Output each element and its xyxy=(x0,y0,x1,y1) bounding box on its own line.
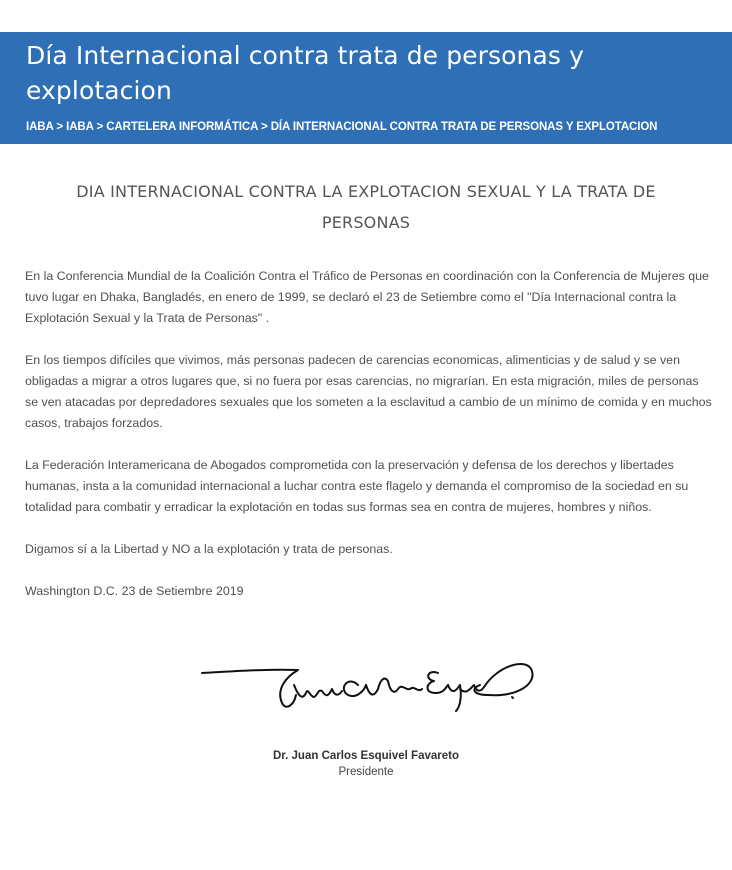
breadcrumb-item-iaba[interactable]: IABA xyxy=(26,121,54,133)
handwritten-signature xyxy=(198,645,538,725)
breadcrumb-item-current: DÍA INTERNACIONAL CONTRA TRATA DE PERSONAS Y EXPLOTACION xyxy=(270,121,658,133)
signer-role: Presidente xyxy=(338,766,394,778)
article-title: DIA INTERNACIONAL CONTRA LA EXPLOTACION SEXUAL Y LA TRATA DE PERSONAS xyxy=(76,182,656,232)
breadcrumb xyxy=(26,121,657,133)
signer-name: Dr. Juan Carlos Esquivel Favareto xyxy=(273,750,459,762)
breadcrumb-item-cartelera[interactable]: CARTELERA INFORMÁTICA xyxy=(106,121,258,133)
paragraph-federation: La Federación Interamericana de Abogados comprometida con la preservación y defensa de los derechos y libertades humanas, insta a la comunidad internacional a luchar contra este flagelo y demanda el compromiso de la sociedad en su totalidad para combatir y erradicar la explotación en todas sus formas sea en contra de mujeres, hombres y niños. xyxy=(25,458,689,514)
page-header xyxy=(0,32,732,144)
article-body xyxy=(25,266,715,623)
signer-block xyxy=(0,748,732,780)
page-title: Día Internacional contra trata de personas y explotacion xyxy=(26,41,584,105)
paragraph-call-to-action: Digamos sí a la Libertad y NO a la explotación y trata de personas. xyxy=(25,542,393,556)
breadcrumb-separator: > xyxy=(257,121,271,133)
paragraph-conference: En la Conferencia Mundial de la Coalición Contra el Tráfico de Personas en coordinación con la Conferencia de Mujeres que tuvo lugar en Dhaka, Bangladés, en enero de 1999, se declaró el 23 de Setiembre como el "Día Internacional contra la Explotación Sexual y la Trata de Personas" . xyxy=(25,269,709,325)
breadcrumb-separator: > xyxy=(53,121,67,133)
breadcrumb-separator: > xyxy=(93,121,107,133)
breadcrumb-item-iaba-2[interactable]: IABA xyxy=(66,121,94,133)
paragraph-place-date: Washington D.C. 23 de Setiembre 2019 xyxy=(25,584,244,598)
signature-icon xyxy=(198,645,538,725)
paragraph-migration: En los tiempos difíciles que vivimos, más personas padecen de carencias economicas, alimenticias y de salud y se ven obligadas a migrar a otros lugares que, si no fuera por esas carencias, no migrarían. En esta migración, miles de personas se ven atacadas por depredadores sexuales que los someten a la esclavitud a cambio de un mínimo de comida y en muchos casos, trabajos forzados. xyxy=(25,353,712,430)
